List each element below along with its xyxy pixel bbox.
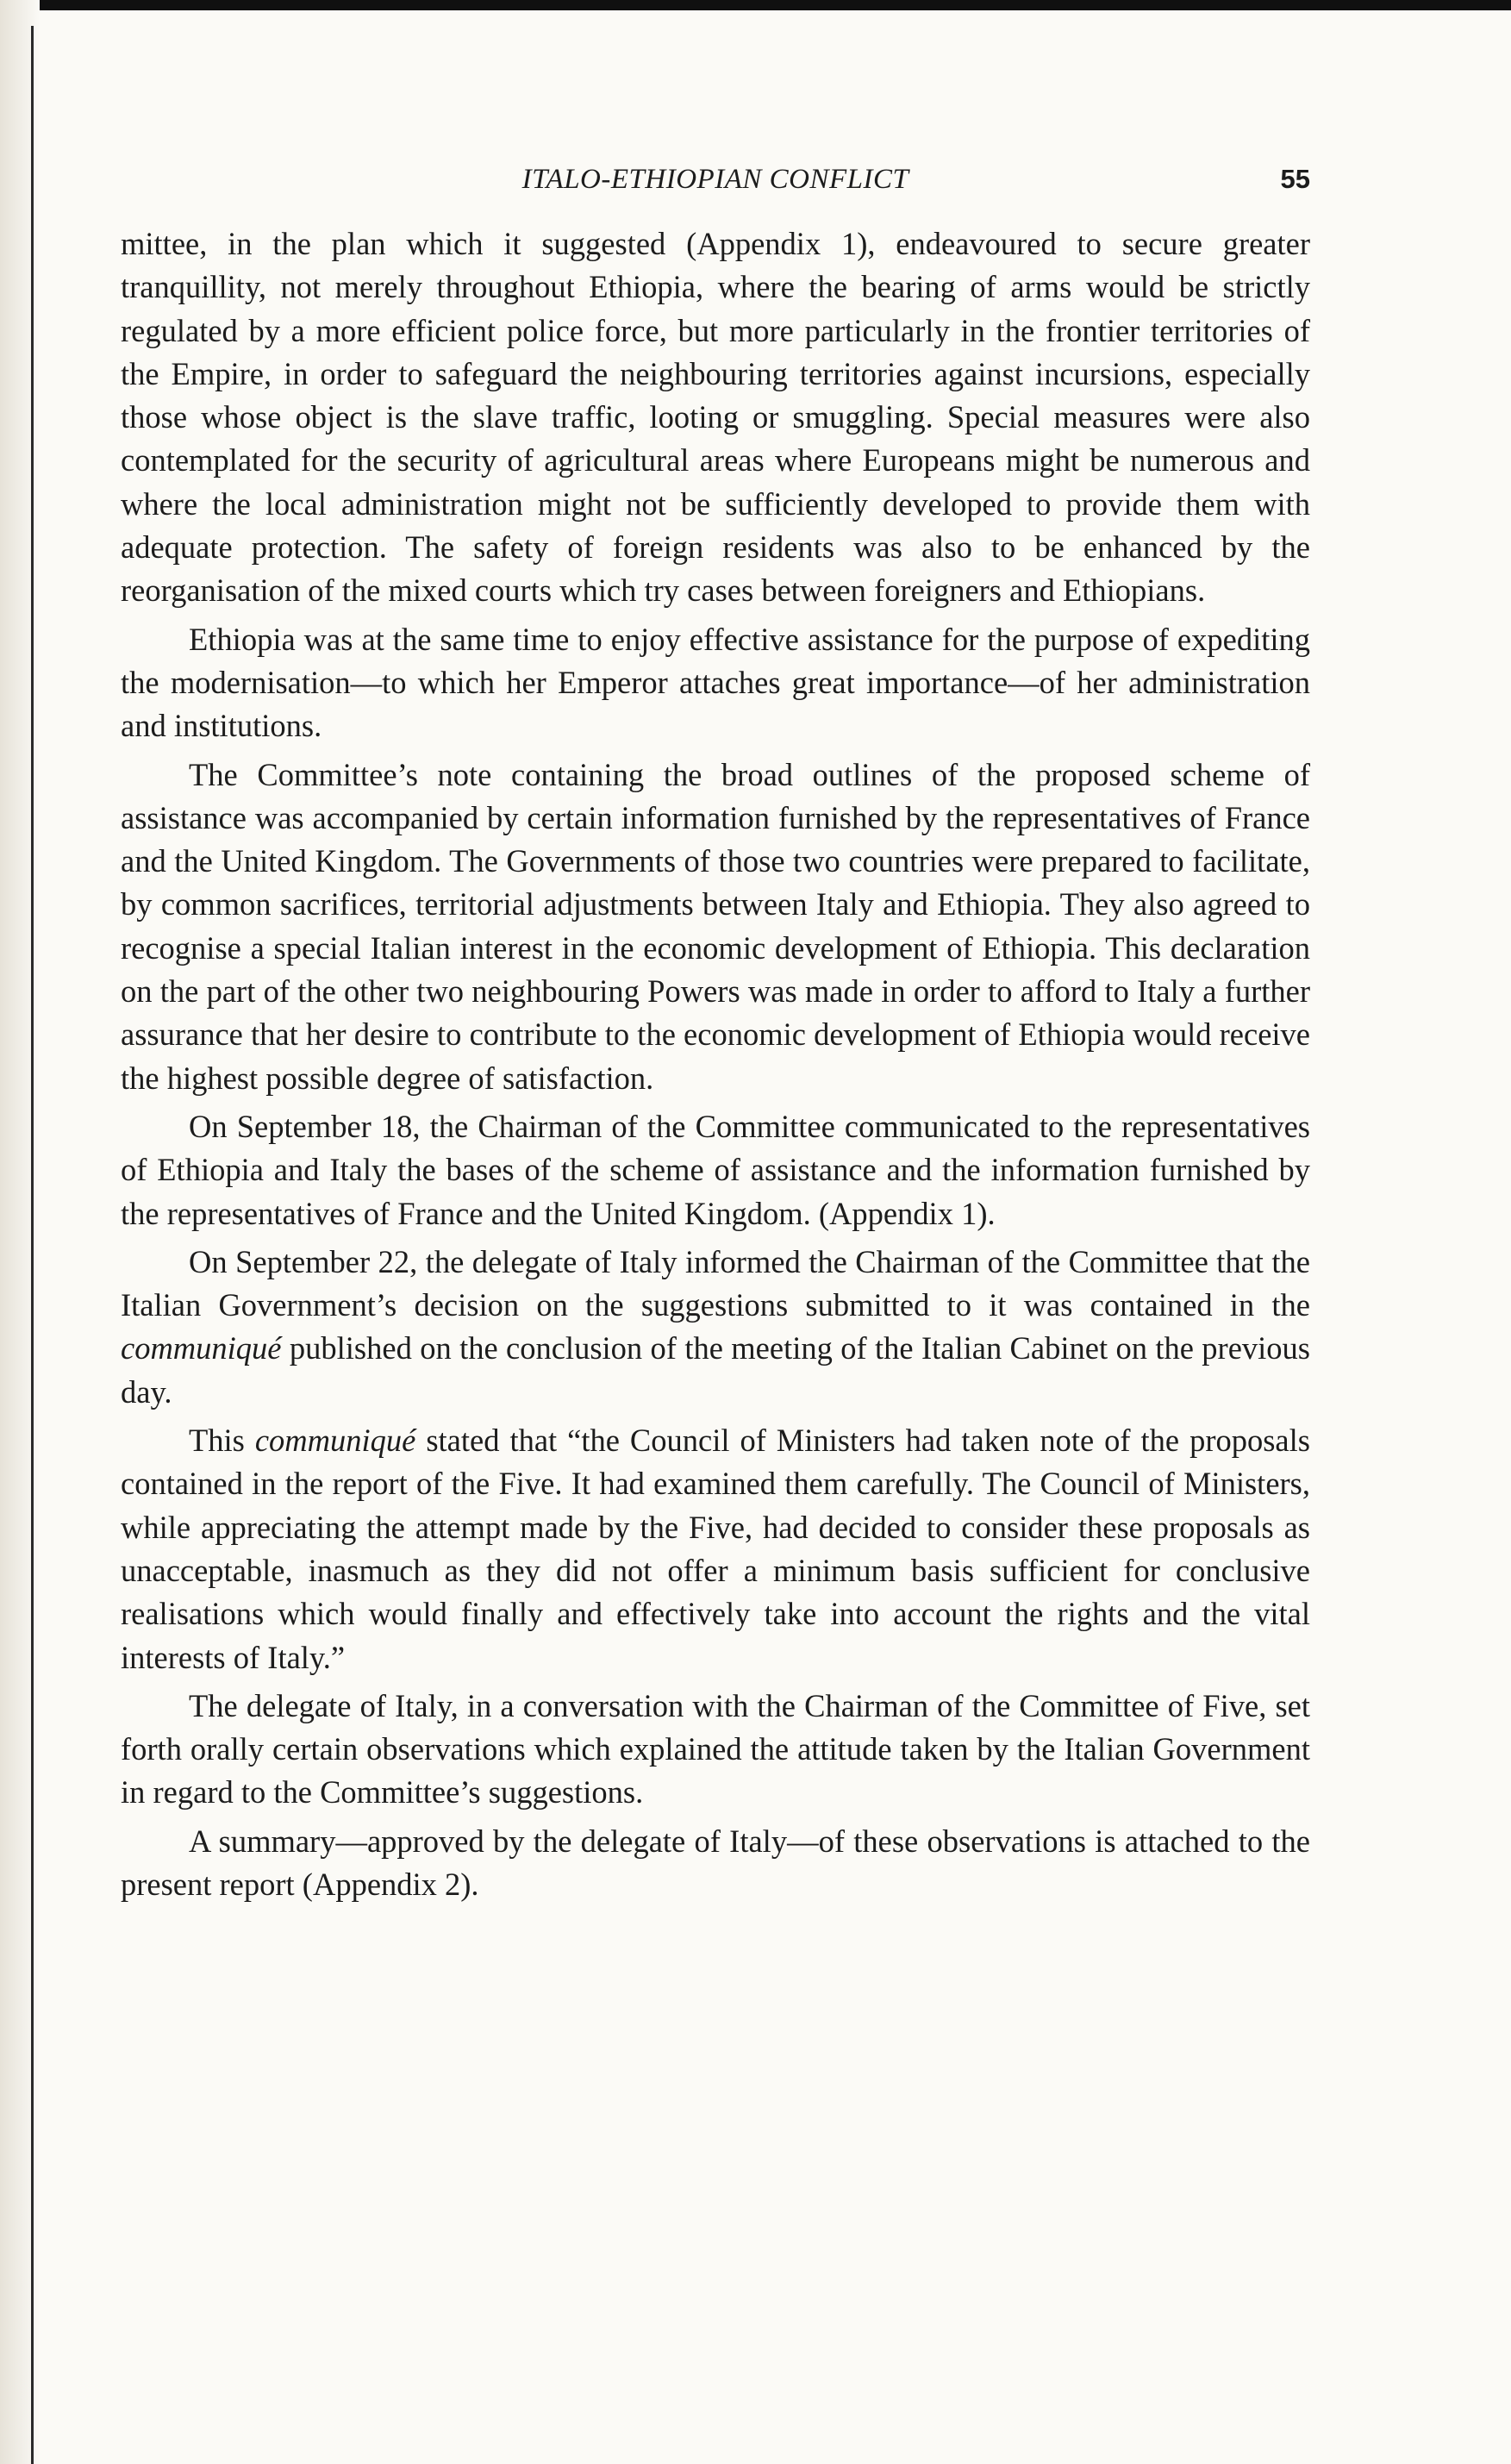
paragraph-7 [121, 1685, 1310, 1815]
page-header [121, 153, 1310, 205]
paragraph-8 [121, 1820, 1310, 1907]
paragraph-text: The delegate of Italy, in a conversation with the Chairman of the Committee of Five, set forth orally certain observations which explained the attitude taken by the Italian Government in regard to the Committee’s suggestions. [121, 1687, 1310, 1810]
paragraph-1 [121, 222, 1310, 613]
paragraph-text: mittee, in the plan which it suggested (Appendix 1), endeavoured to secure greater tranquillity, not merely throughout Ethiopia, where the bearing of arms would be strictly regulated by a more efficient police force, but more particularly in the frontier territories of the Empire, in order to safeguard the neighbouring territories against incursions, especially those whose object is the slave traffic, looting or smuggling. Special measures were also contemplated for the security of agricultural areas where Europeans might be numerous and where the local administration might not be sufficiently developed to provide them with adequate protection. The safety of foreign residents was also to be enhanced by the reorganisation of the mixed courts which try cases between foreigners and Ethiopians. [121, 226, 1310, 609]
italic-term: communiqué [121, 1330, 282, 1366]
paragraph-text: This [189, 1423, 255, 1459]
running-head: ITALO-ETHIOPIAN CONFLICT [521, 164, 909, 195]
paragraph-text: published on the conclusion of the meeting of the Italian Cabinet on the previous day. [121, 1330, 1310, 1410]
italic-term: communiqué [254, 1423, 416, 1459]
margin-rule [31, 26, 34, 2464]
paragraph-4 [121, 1105, 1310, 1235]
paragraph-text: On September 18, the Chairman of the Committee communicated to the representatives of Ethiopia and Italy the bases of the scheme of assistance and the information furnished by the representatives of France and the United Kingdom. (Appendix 1). [121, 1108, 1310, 1231]
scan-binding-edge [0, 0, 40, 2464]
paragraph-text: On September 22, the delegate of Italy informed the Chairman of the Committee that the Italian Government’s decision on the suggestions submitted to it was contained in the [121, 1243, 1310, 1323]
body-text [121, 222, 1310, 1911]
paragraph-text: Ethiopia was at the same time to enjoy effective assistance for the purpose of expediting the modernisation—to which her Emperor attaches great importance—of her administration and institutions. [121, 621, 1310, 744]
page-number: 55 [1280, 164, 1310, 194]
paragraph-3 [121, 754, 1310, 1100]
paragraph-text: A summary—approved by the delegate of Italy—of these observations is attached to the present report (Appendix 2). [121, 1823, 1310, 1902]
scan-top-border [0, 0, 1511, 10]
paragraph-text: stated that “the Council of Ministers had taken note of the proposals contained in the report of the Five. It had examined them carefully. The Council of Ministers, while appreciating the attempt made by the Five, had decided to consider these proposals as unacceptable, inasmuch as they did not offer a minimum basis sufficient for conclusive realisations which would finally and effectively take into account the rights and the vital interests of Italy.” [121, 1423, 1310, 1675]
paragraph-6 [121, 1419, 1310, 1679]
paragraph-5 [121, 1241, 1310, 1414]
paragraph-2 [121, 618, 1310, 748]
paragraph-text: The Committee’s note containing the broad outlines of the proposed scheme of assistance was accompanied by certain information furnished by the representatives of France and the United Kingdom. The Governments of those two countries were prepared to facilitate, by common sacrifices, territorial adjustments between Italy and Ethiopia. They also agreed to recognise a special Italian interest in the economic development of Ethiopia. This declaration on the part of the other two neighbouring Powers was made in order to afford to Italy a further assurance that her desire to contribute to the economic development of Ethiopia would receive the highest possible degree of satisfaction. [121, 756, 1310, 1096]
